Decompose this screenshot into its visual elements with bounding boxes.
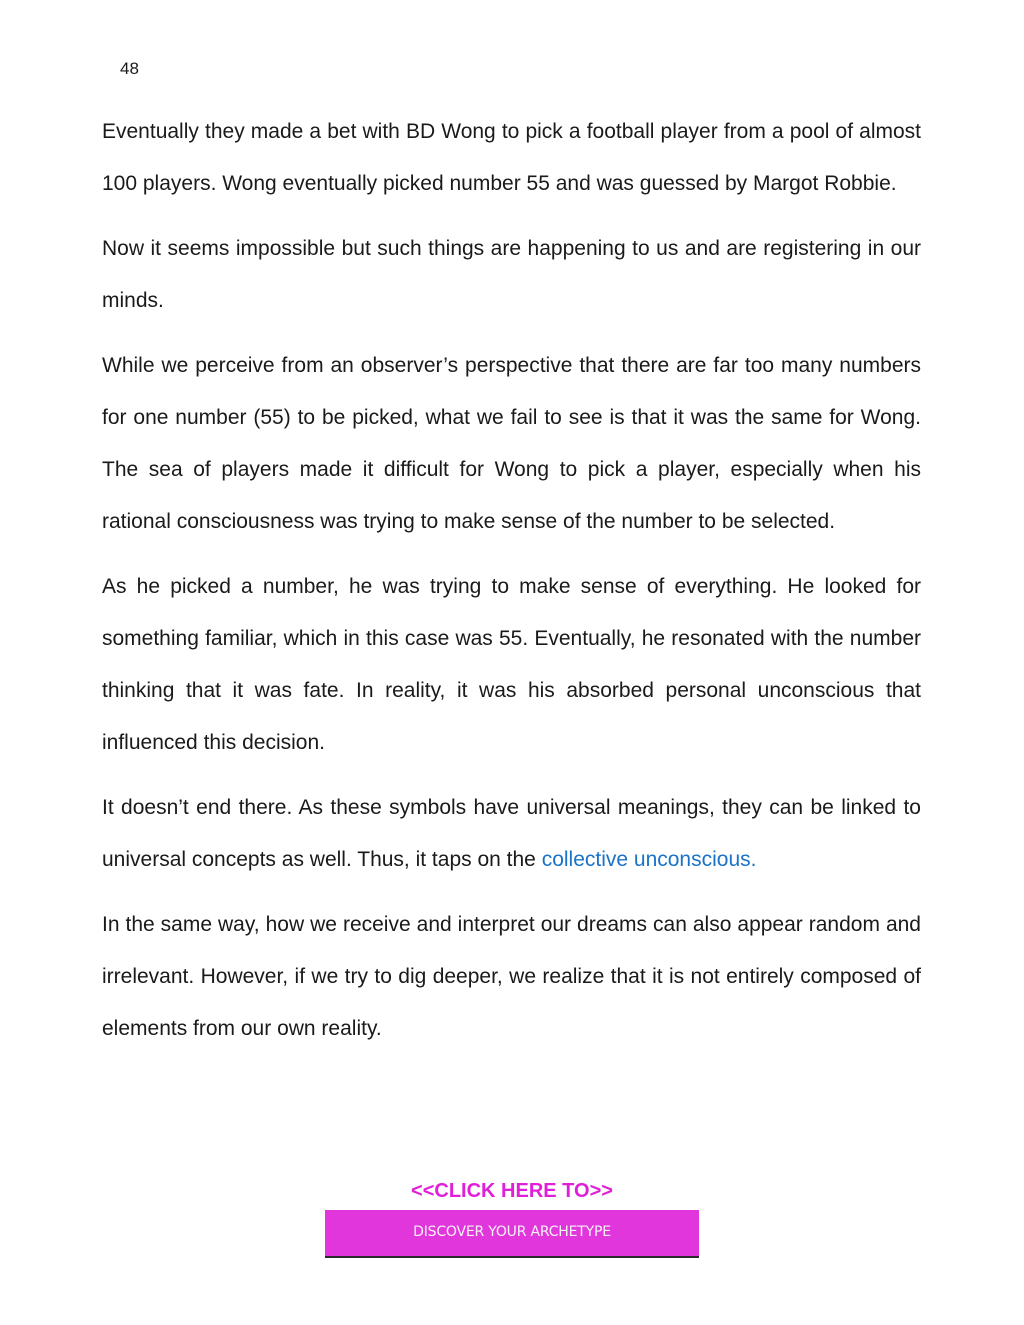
paragraph-universal: [102, 782, 921, 886]
paragraph-universal-text: It doesn’t end there. As these symbols have universal meanings, they can be linked to universal concepts as well. Thus, it taps on the: [102, 796, 921, 871]
paragraph-familiar: As he picked a number, he was trying to make sense of everything. He looked for something familiar, which in this case was 55. Eventually, he resonated with the number thinking that it was fate. In reality, it was his absorbed personal unconscious that influenced this decision.: [102, 575, 921, 754]
click-here-heading[interactable]: <<CLICK HERE TO>>: [411, 1180, 613, 1202]
page-number: 48: [120, 59, 139, 78]
document-body: [102, 106, 921, 1068]
paragraph-bet: Eventually they made a bet with BD Wong to pick a football player from a pool of almost 100 players. Wong eventually picked number 55 and was guessed by Margot Robbie.: [102, 120, 921, 195]
discover-archetype-button[interactable]: DISCOVER YOUR ARCHETYPE: [325, 1210, 699, 1258]
collective-unconscious-link[interactable]: collective unconscious.: [541, 848, 757, 871]
paragraph-observer: While we perceive from an observer’s perspective that there are far too many numbers for one number (55) to be picked, what we fail to see is that it was the same for Wong. The sea of players made it difficult for Wong to pick a player, especially when his rational consciousness was trying to make sense of the number to be selected.: [102, 354, 921, 533]
paragraph-dreams: In the same way, how we receive and interpret our dreams can also appear random and irrelevant. However, if we try to dig deeper, we realize that it is not entirely composed of elements from our own reality.: [102, 913, 921, 1040]
paragraph-impossible: Now it seems impossible but such things are happening to us and are registering in our minds.: [102, 237, 921, 312]
